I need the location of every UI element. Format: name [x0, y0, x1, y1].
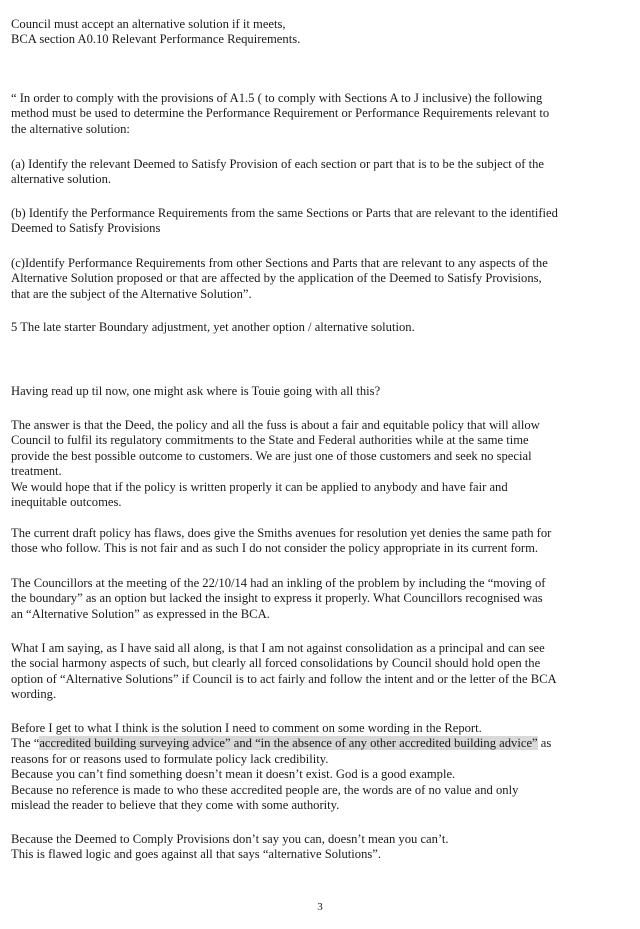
paragraph-flawed-logic — [11, 832, 629, 863]
text-line: The current draft policy has flaws, does give the Smiths avenues for resolution yet denies the same path for — [11, 526, 552, 540]
paragraph-item-c — [11, 256, 629, 302]
text-line: Because no reference is made to who these accredited people are, the words are of no value and only — [11, 782, 519, 797]
text-line: mislead the reader to believe that they come with some authority. — [11, 798, 340, 813]
text-line: Because you can’t find something doesn’t mean it doesn’t exist. God is a good example. — [11, 767, 456, 782]
text-line: What I am saying, as I have said all along, is that I am not against consolidation as a principal and can see — [11, 641, 545, 655]
paragraph-answer — [11, 418, 629, 510]
page-number: 3 — [317, 901, 323, 913]
paragraph-report-wording — [11, 721, 629, 813]
highlighted-quote: accredited building surveying advice” and “in the absence of any other accredited building advice” — [39, 736, 538, 751]
text-run: The “ — [11, 736, 40, 751]
paragraph-consolidation — [11, 641, 629, 703]
text-line: Because the Deemed to Comply Provisions don’t say you can, doesn’t mean you can’t. — [11, 832, 449, 846]
text-line: the boundary” as an option but lacked the insight to express it properly. What Councillors recognised was — [11, 591, 543, 606]
text-line: an “Alternative Solution” as expressed in the BCA. — [11, 606, 270, 621]
section-heading: 5 The late starter Boundary adjustment, yet another option / alternative solution. — [11, 320, 415, 334]
text-line: that are the subject of the Alternative Solution”. — [11, 286, 252, 301]
text-line: The answer is that the Deed, the policy and all the fuss is about a fair and equitable policy that will allow — [11, 418, 540, 432]
text-line: (a) Identify the relevant Deemed to Satisfy Provision of each section or part that is to be the subject of the — [11, 157, 544, 171]
text-line: BCA section A0.10 Relevant Performance Requirements. — [11, 32, 301, 47]
text-line: (b) Identify the Performance Requirements from the same Sections or Parts that are relevant to the identified — [11, 206, 558, 220]
text-line: wording. — [11, 687, 57, 702]
text-line: This is flawed logic and goes against all that says “alternative Solutions”. — [11, 847, 382, 862]
text-line: option of “Alternative Solutions” if Council is to act fairly and follow the intent and or the letter of the BCA — [11, 671, 557, 686]
text-line: The Councillors at the meeting of the 22/10/14 had an inkling of the problem by including the “moving of — [11, 576, 546, 590]
paragraph-section-5 — [11, 320, 629, 335]
paragraph-alternative-solution-intro — [11, 17, 629, 48]
text-line: method must be used to determine the Performance Requirement or Performance Requirements relevant to — [11, 106, 550, 121]
text-line: We would hope that if the policy is written properly it can be applied to anybody and have fair and — [11, 479, 508, 494]
paragraph-bca-quote — [11, 91, 629, 137]
text-line: inequitable outcomes. — [11, 495, 122, 510]
text-line: Deemed to Satisfy Provisions — [11, 221, 161, 236]
text-line: Alternative Solution proposed or that are affected by the application of the Deemed to Satisfy Provisions, — [11, 271, 542, 286]
text-line: treatment. — [11, 464, 62, 479]
paragraph-item-a — [11, 157, 629, 188]
text-line: the alternative solution: — [11, 121, 130, 136]
paragraph-councillors — [11, 576, 629, 622]
text-line: Having read up til now, one might ask where is Touie going with all this? — [11, 384, 381, 398]
text-run: as — [537, 736, 552, 751]
text-line: alternative solution. — [11, 172, 112, 187]
text-line-highlighted — [11, 736, 629, 751]
text-line: the social harmony aspects of such, but clearly all forced consolidations by Council should hold open the — [11, 656, 541, 671]
text-line: those who follow. This is not fair and as such I do not consider the policy appropriate in its current form. — [11, 541, 539, 556]
paragraph-question — [11, 384, 629, 399]
text-line: Council must accept an alternative solution if it meets, — [11, 17, 286, 31]
text-line: “ In order to comply with the provisions of A1.5 ( to comply with Sections A to J inclusive) the following — [11, 91, 543, 105]
text-line: provide the best possible outcome to customers. We are just one of those customers and seek no special — [11, 448, 532, 463]
text-line: (c)Identify Performance Requirements from other Sections and Parts that are relevant to any aspects of the — [11, 256, 548, 270]
text-line: reasons for or reasons used to formulate policy lack credibility. — [11, 751, 329, 766]
paragraph-draft-policy — [11, 526, 629, 557]
paragraph-item-b — [11, 206, 629, 237]
text-line: Before I get to what I think is the solution I need to comment on some wording in the Report. — [11, 721, 482, 735]
text-line: Council to fulfil its regulatory commitments to the State and Federal authorities while at the same time — [11, 433, 529, 448]
